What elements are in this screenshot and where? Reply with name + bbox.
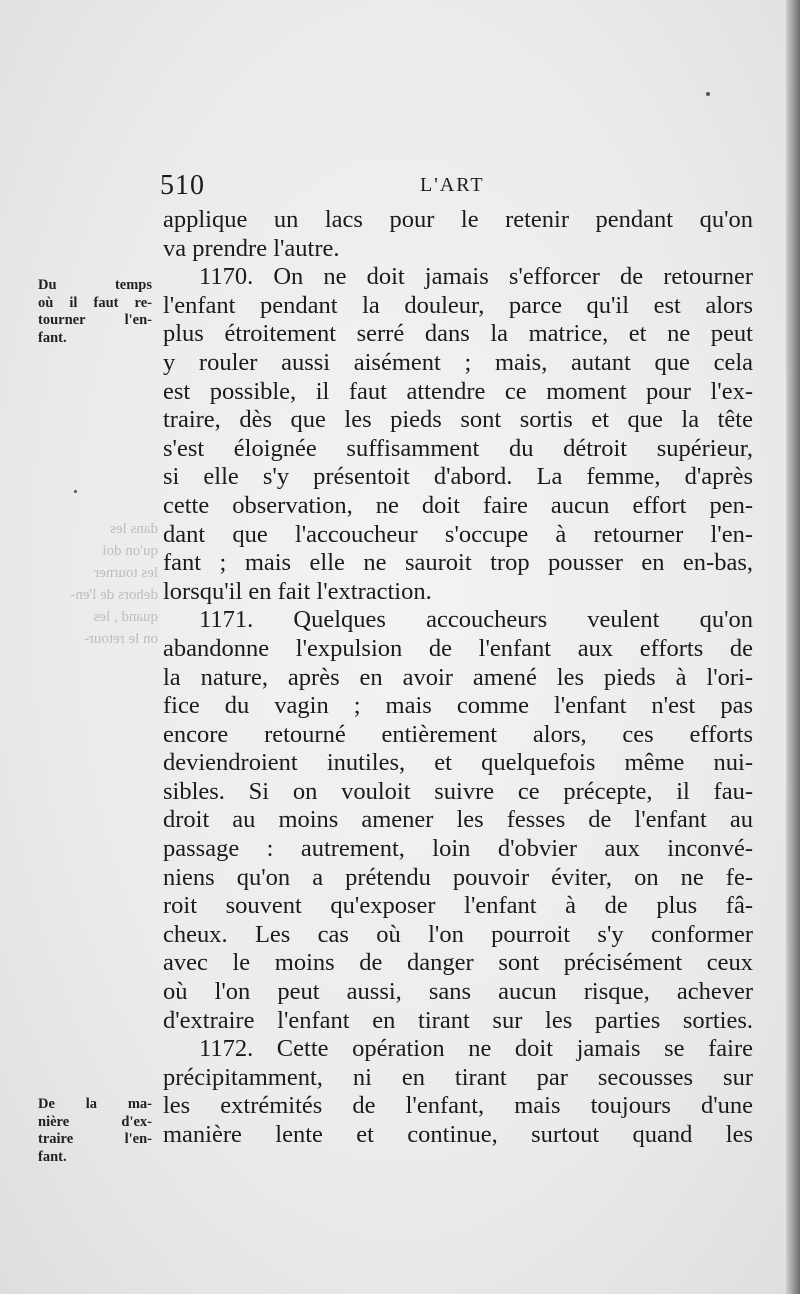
margin-note-de-la-maniere <box>38 1096 152 1166</box>
margin-note-line: tourner l'en- <box>38 312 152 328</box>
text-line: droit au moins amener les fesses de l'enfant au <box>163 806 753 834</box>
text-line: précipitamment, ni en tirant par secousses sur <box>163 1063 753 1091</box>
text-line: y rouler aussi aisément ; mais, autant que cela <box>163 348 753 376</box>
text-line: cette observation, ne doit faire aucun effort pen- <box>163 491 753 519</box>
text-line: passage : autrement, loin d'obvier aux inconvé- <box>163 835 753 863</box>
text-line: 1170. On ne doit jamais s'efforcer de retourner <box>199 263 753 291</box>
running-head: L'ART <box>420 174 485 196</box>
text-line: traire, dès que les pieds sont sortis et que la tête <box>163 406 753 434</box>
main-text-block <box>163 206 753 1150</box>
text-line: cheux. Les cas où l'on pourroit s'y conformer <box>163 920 753 948</box>
margin-note-line: traire l'en- <box>38 1131 152 1147</box>
text-line: applique un lacs pour le retenir pendant qu'on <box>163 206 753 233</box>
text-line: l'enfant pendant la douleur, parce qu'il est alors <box>163 291 753 319</box>
bleed-line: dans les <box>110 521 158 537</box>
text-line: lorsqu'il en fait l'extraction. <box>163 577 432 605</box>
bleed-line: on le retour- <box>84 631 158 647</box>
bleed-line: qu'on doi <box>102 543 158 559</box>
text-line: deviendroient inutiles, et quelquefois même nui- <box>163 749 753 777</box>
margin-note-line: où il faut re- <box>38 294 152 311</box>
text-line: est possible, il faut attendre ce moment pour l'ex- <box>163 377 753 405</box>
text-line: plus étroitement serré dans la matrice, et ne peut <box>163 320 753 348</box>
text-line: d'extraire l'enfant en tirant sur les parties sorties. <box>163 1006 753 1034</box>
text-line: va prendre l'autre. <box>163 234 340 262</box>
text-line: sibles. Si on vouloit suivre ce précepte, il fau- <box>163 777 753 805</box>
text-line: les extrémités de l'enfant, mais toujours d'une <box>163 1092 753 1120</box>
bleed-line: dehors de l'en- <box>70 587 158 603</box>
text-line: où l'on peut aussi, sans aucun risque, achever <box>163 978 753 1006</box>
page-edge-shadow <box>786 0 800 1294</box>
text-line: 1171. Quelques accoucheurs veulent qu'on <box>199 606 753 634</box>
text-line: la nature, après en avoir amené les pieds à l'ori- <box>163 663 753 691</box>
text-line: dant que l'accoucheur s'occupe à retourner l'en- <box>163 520 753 548</box>
text-line: s'est éloignée suffisamment du détroit supérieur, <box>163 434 753 462</box>
page-number: 510 <box>160 170 205 201</box>
text-line: fant ; mais elle ne sauroit trop pousser en en-bas, <box>163 549 753 577</box>
text-line: niens qu'on a prétendu pouvoir éviter, on ne fe- <box>163 863 753 891</box>
paper-speck <box>74 490 77 493</box>
margin-note-line: nière d'ex- <box>38 1113 152 1130</box>
margin-note-line: Du temps <box>38 277 152 293</box>
text-line: si elle s'y présentoit d'abord. La femme, d'après <box>163 463 753 491</box>
margin-note-line: De la ma- <box>38 1096 152 1112</box>
paper-speck <box>706 92 710 96</box>
text-line: roit souvent qu'exposer l'enfant à de plus fâ- <box>163 892 753 920</box>
text-line: fice du vagin ; mais comme l'enfant n'est pas <box>163 692 753 720</box>
margin-note-du-temps <box>38 277 152 347</box>
bleed-through-text <box>40 518 158 650</box>
text-line: 1172. Cette opération ne doit jamais se faire <box>199 1035 753 1063</box>
margin-note-line: fant. <box>38 1148 67 1165</box>
text-line: abandonne l'expulsion de l'enfant aux efforts de <box>163 634 753 662</box>
text-line: encore retourné entièrement alors, ces efforts <box>163 720 753 748</box>
margin-note-line: fant. <box>38 329 67 346</box>
text-line: manière lente et continue, surtout quand les <box>163 1121 753 1148</box>
page-header <box>160 170 760 204</box>
text-line: avec le moins de danger sont précisément ceux <box>163 949 753 977</box>
bleed-line: les tourner <box>94 565 158 581</box>
bleed-line: quand , les <box>93 609 158 625</box>
